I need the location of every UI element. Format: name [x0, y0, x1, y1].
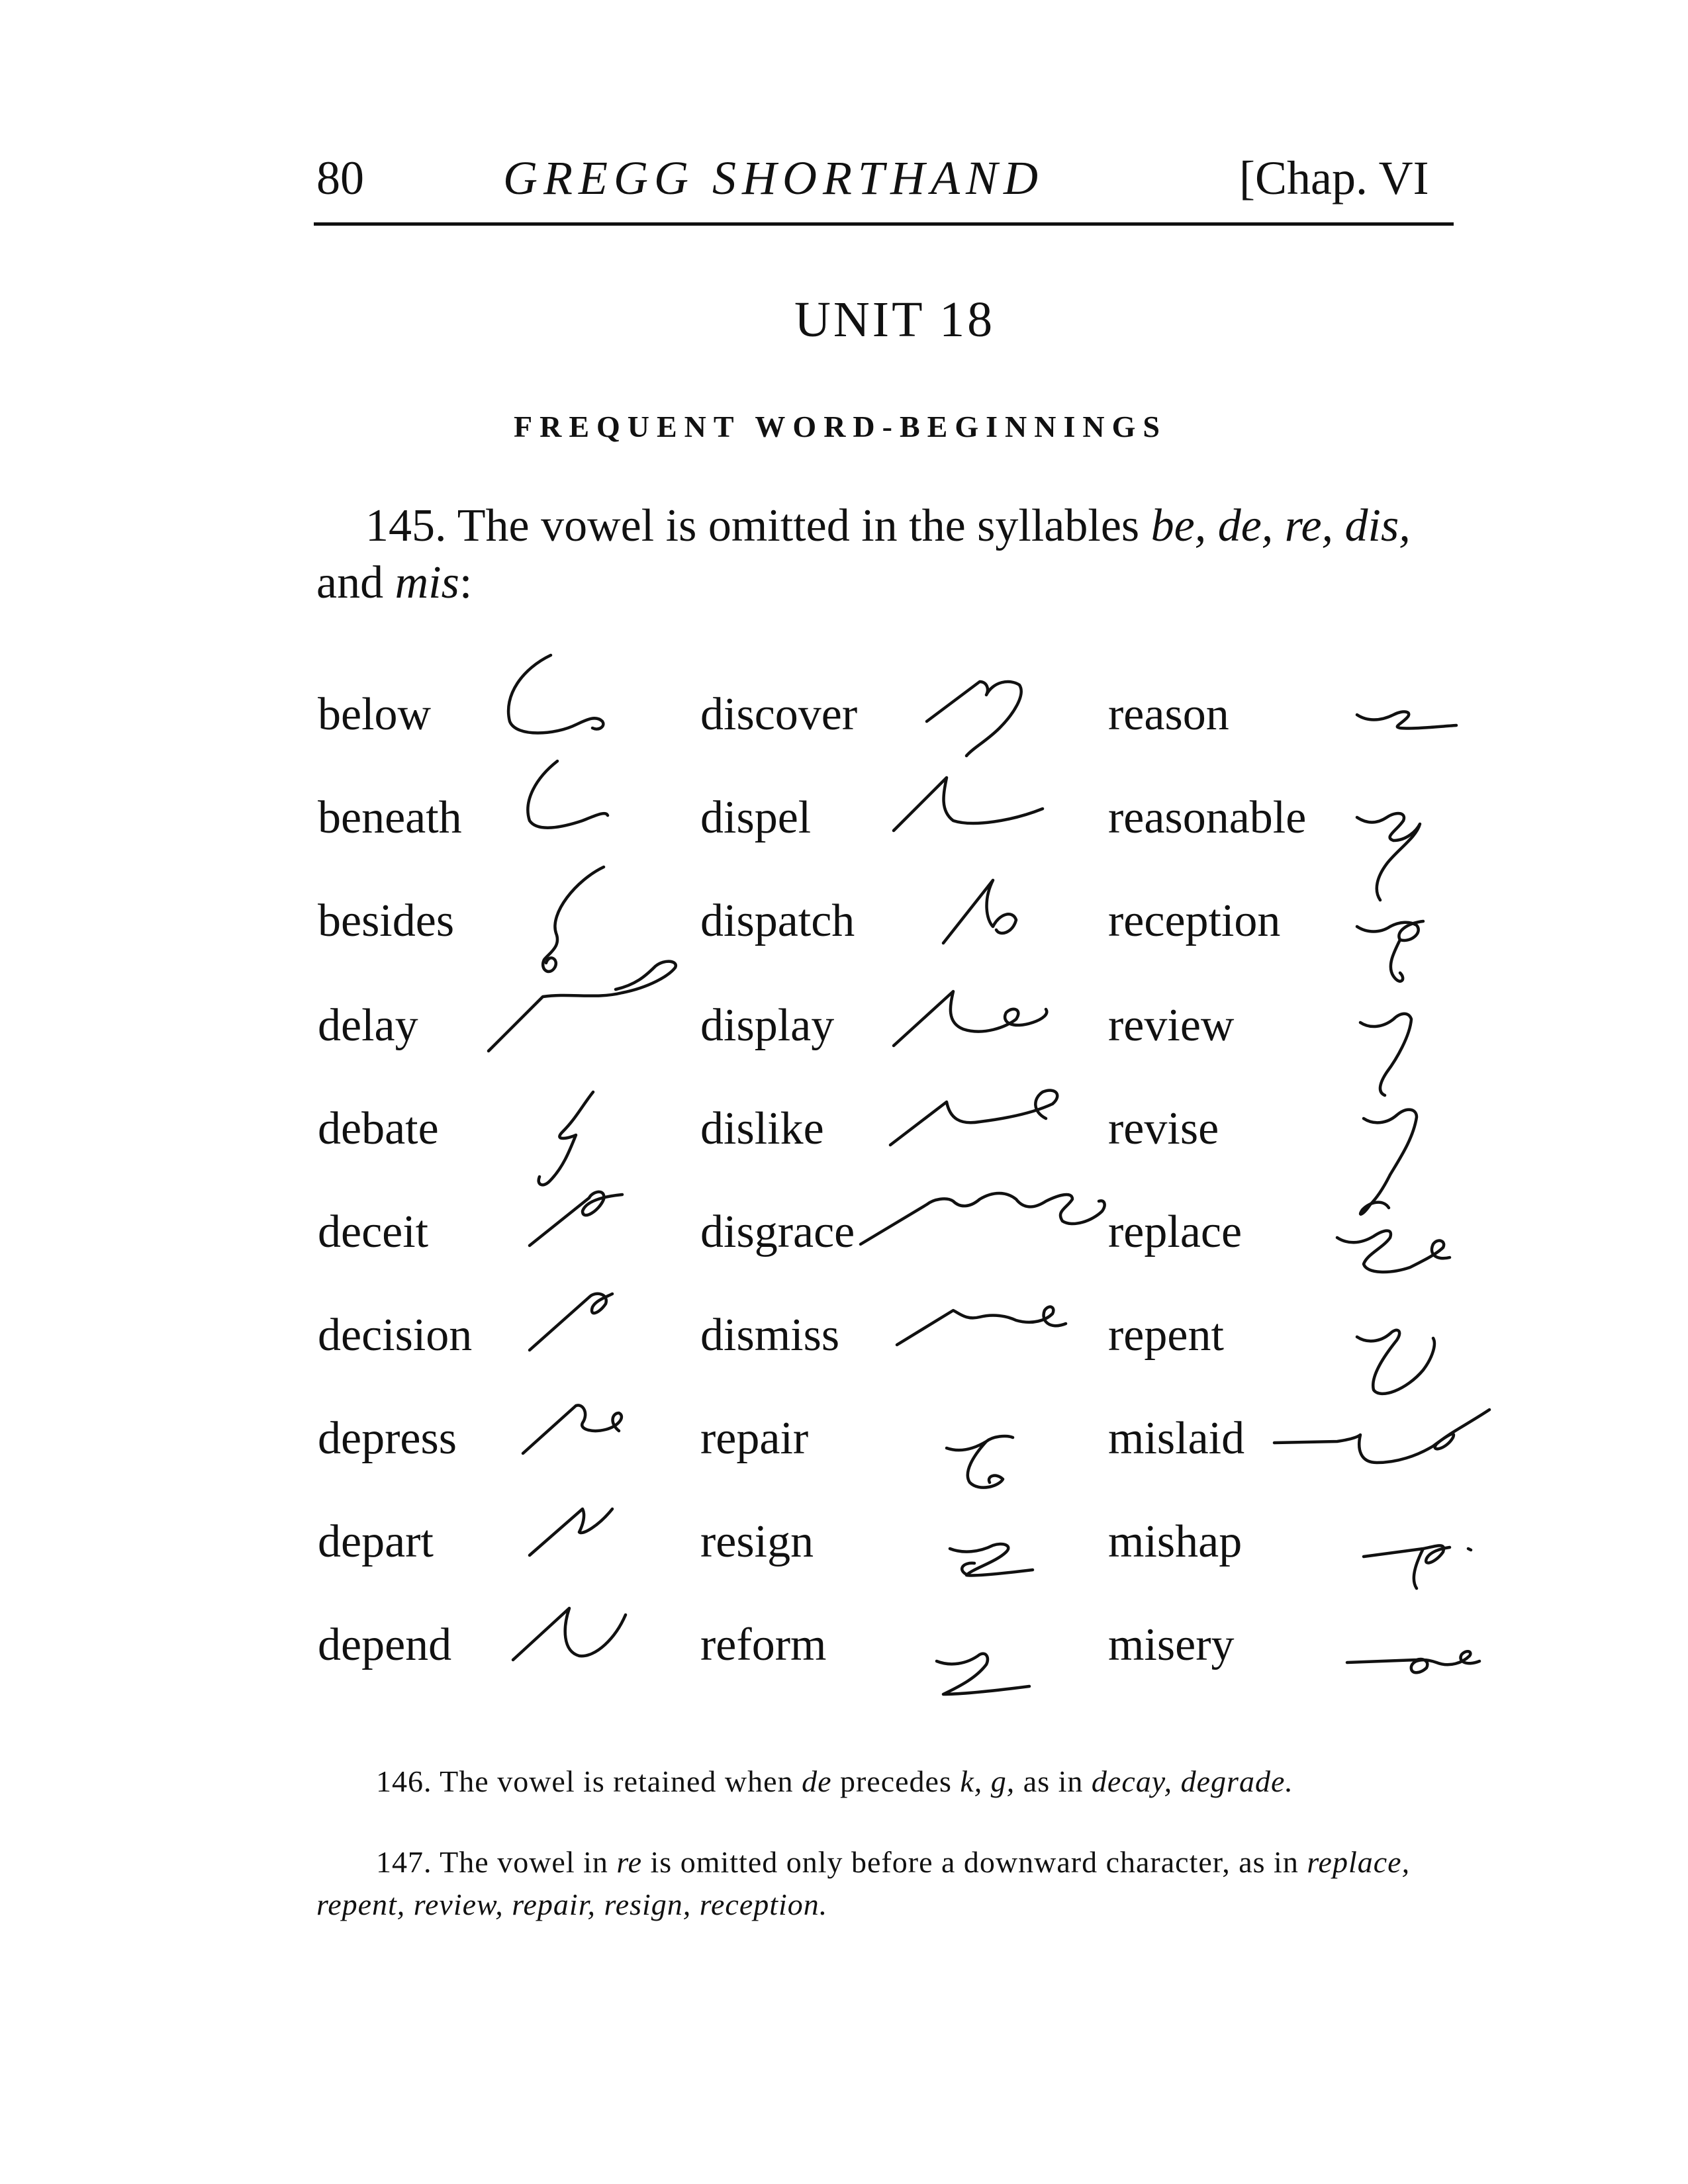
paragraph-text: The vowel in: [440, 1845, 608, 1879]
paragraph-text: precedes: [839, 1764, 952, 1798]
outline-besides: [543, 867, 604, 972]
word-reasonable: reasonable: [1108, 792, 1307, 843]
unit-title: UNIT 18: [794, 292, 996, 347]
word-reason: reason: [1108, 689, 1229, 740]
paragraph-147: [316, 1841, 1468, 1926]
outline-debate: [539, 1092, 593, 1185]
outline-disgrace: [861, 1193, 1105, 1244]
paragraph-number: 146.: [376, 1764, 432, 1798]
word-dispel: dispel: [700, 792, 812, 843]
chapter-label: [Chap. VI: [1239, 152, 1429, 205]
word-repair: repair: [700, 1413, 809, 1464]
syllable-re: re,: [1284, 500, 1334, 551]
syllable-de: de,: [1217, 500, 1274, 551]
letter-g: g,: [990, 1764, 1015, 1798]
outline-deceit: [530, 1192, 622, 1246]
paragraph-text: The vowel is omitted in the syllables: [457, 500, 1140, 551]
outline-display: [894, 991, 1047, 1046]
word-depress: depress: [318, 1413, 457, 1464]
word-reception: reception: [1108, 895, 1281, 946]
word-discover: discover: [700, 689, 858, 740]
outline-below: [508, 655, 603, 733]
paragraph-146: [316, 1760, 1468, 1803]
section-heading: FREQUENT WORD-BEGINNINGS: [514, 410, 1167, 443]
word-depart: depart: [318, 1516, 434, 1567]
syllable-de: de: [802, 1764, 832, 1798]
outline-decision: [530, 1294, 612, 1350]
outline-replace: [1337, 1231, 1450, 1272]
word-debate: debate: [318, 1103, 439, 1154]
word-resign: resign: [700, 1516, 814, 1567]
paragraph-text: is omitted only before a downward character, as in: [650, 1845, 1299, 1879]
word-revise: revise: [1108, 1103, 1219, 1154]
word-decision: decision: [318, 1310, 473, 1361]
syllable-mis: mis: [395, 557, 459, 608]
word-replace: replace: [1108, 1206, 1243, 1257]
paragraph-number: 145.: [365, 500, 447, 551]
example-list: replace, repent, review, repair, resign, reception.: [316, 1845, 1411, 1921]
example-decay: decay,: [1091, 1764, 1173, 1798]
colon: :: [459, 557, 473, 608]
letter-k: k,: [960, 1764, 983, 1798]
outline-reason: [1357, 711, 1456, 728]
outline-reception: [1357, 921, 1423, 981]
outline-review: [1360, 1014, 1411, 1095]
outline-mislaid: [1274, 1410, 1489, 1463]
syllable-re: re: [616, 1845, 643, 1879]
word-deceit: deceit: [318, 1206, 429, 1257]
word-disgrace: disgrace: [700, 1206, 855, 1257]
outline-reasonable: [1357, 813, 1420, 900]
outline-discover: [927, 682, 1021, 756]
syllable-be: be,: [1150, 500, 1207, 551]
paragraph-text: as in: [1023, 1764, 1084, 1798]
word-besides: besides: [318, 895, 455, 946]
outline-depart: [530, 1509, 612, 1555]
word-delay: delay: [318, 1000, 418, 1051]
outline-depend: [513, 1608, 626, 1660]
book-title: GREGG SHORTHAND: [503, 152, 1044, 205]
outline-resign: [950, 1544, 1033, 1575]
outline-reform: [937, 1654, 1029, 1694]
word-review: review: [1108, 1000, 1235, 1051]
word-display: display: [700, 1000, 835, 1051]
outline-misery: [1347, 1651, 1479, 1672]
word-below: below: [318, 689, 432, 740]
outline-dislike: [890, 1091, 1057, 1145]
outline-dispatch: [943, 880, 1016, 943]
outline-revise: [1360, 1110, 1417, 1214]
paragraph-text: The vowel is retained when: [440, 1764, 794, 1798]
conjunction: and: [316, 557, 384, 608]
word-reform: reform: [700, 1619, 827, 1670]
outline-repair: [947, 1436, 1013, 1488]
outline-mishap: [1364, 1545, 1471, 1588]
word-beneath: beneath: [318, 792, 462, 843]
page-number: 80: [316, 152, 364, 205]
word-dispatch: dispatch: [700, 895, 855, 946]
outline-repent: [1357, 1330, 1434, 1394]
outline-depress: [523, 1405, 622, 1453]
word-repent: repent: [1108, 1310, 1224, 1361]
outline-delay: [489, 962, 676, 1051]
example-degrade: degrade.: [1180, 1764, 1293, 1798]
word-dismiss: dismiss: [700, 1310, 840, 1361]
word-misery: misery: [1108, 1619, 1235, 1670]
outline-beneath: [528, 761, 608, 828]
word-depend: depend: [318, 1619, 452, 1670]
outline-dismiss: [897, 1307, 1066, 1345]
word-mishap: mishap: [1108, 1516, 1243, 1567]
paragraph-number: 147.: [376, 1845, 432, 1879]
syllable-dis: dis,: [1344, 500, 1411, 551]
outline-dispel: [894, 778, 1043, 831]
word-dislike: dislike: [700, 1103, 824, 1154]
word-mislaid: mislaid: [1108, 1413, 1245, 1464]
